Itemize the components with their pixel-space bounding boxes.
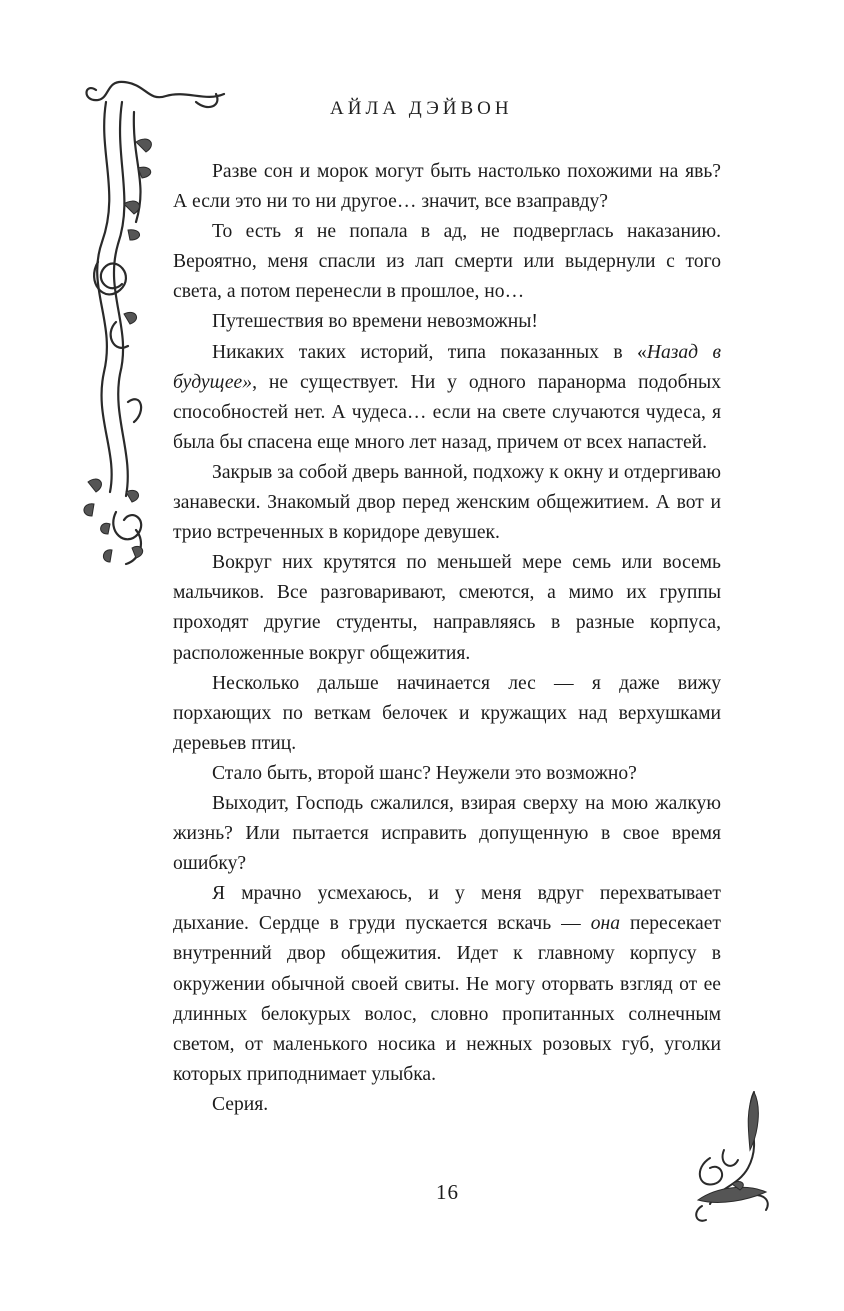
paragraph: Серия. <box>212 1093 269 1115</box>
paragraph <box>173 879 721 1090</box>
paragraph <box>173 338 721 458</box>
paragraph: Путешествия во времени невозможны! <box>212 311 538 333</box>
paragraph-text: пересекает внутренний двор общежития. Идет к главному корпусу в окружении обычной своей свиты. Не могу оторвать взгляд от ее длинных белокурых волос, словно пропитанных солнечным светом, от маленького носика и нежных розовых губ, уголки которых приподнимает улыбка. <box>173 913 721 1085</box>
paragraph-text: , не существует. Ни у одного паранорма подобных способностей нет. А чудеса… если на свете случаются чудеса, я была бы спасена еще много лет назад, причем от всех напастей. <box>173 371 721 453</box>
paragraph-text: Я мрачно усмехаюсь, и у меня вдруг перехватывает дыхание. Сердце в груди пускается вскачь — <box>173 883 721 935</box>
paragraph: То есть я не попала в ад, не подверглась наказанию. Вероятно, меня спасли из лап смерти или выдернули с того света, а потом перенесли в прошлое, но… <box>173 221 721 303</box>
paragraph: Вокруг них крутятся по меньшей мере семь или восемь мальчиков. Все разговаривают, смеются, а мимо их группы проходят другие студенты, направляясь в разные корпуса, расположенные вокруг общежития. <box>173 552 721 664</box>
paragraph-text: Никаких таких историй, типа показанных в « <box>212 341 647 363</box>
body-text <box>173 157 721 1120</box>
page-number: 16 <box>436 1180 459 1204</box>
paragraph: Выходит, Господь сжалился, взирая сверху на мою жалкую жизнь? Или пытается исправить допущенную в свое время ошибку? <box>173 792 721 875</box>
italic-film-title: Назад в будущее» <box>173 341 721 393</box>
paragraph: Разве сон и морок могут быть настолько похожими на явь? А если это ни то ни другое… значит, все взаправду? <box>173 161 721 213</box>
paragraph: Несколько дальше начинается лес — я даже вижу порхающих по веткам белочек и кружащих над верхушками деревьев птиц. <box>173 672 721 754</box>
italic-emphasis: она <box>590 913 621 935</box>
paragraph: Закрыв за собой дверь ванной, подхожу к окну и отдергиваю занавески. Знакомый двор перед женским общежитием. А вот и трио встреченных в коридоре девушек. <box>173 461 721 544</box>
paragraph: Стало быть, второй шанс? Неужели это возможно? <box>212 762 637 784</box>
running-header-author: АЙЛА ДЭЙВОН <box>330 98 513 119</box>
vine-ornament-right <box>688 1088 788 1228</box>
